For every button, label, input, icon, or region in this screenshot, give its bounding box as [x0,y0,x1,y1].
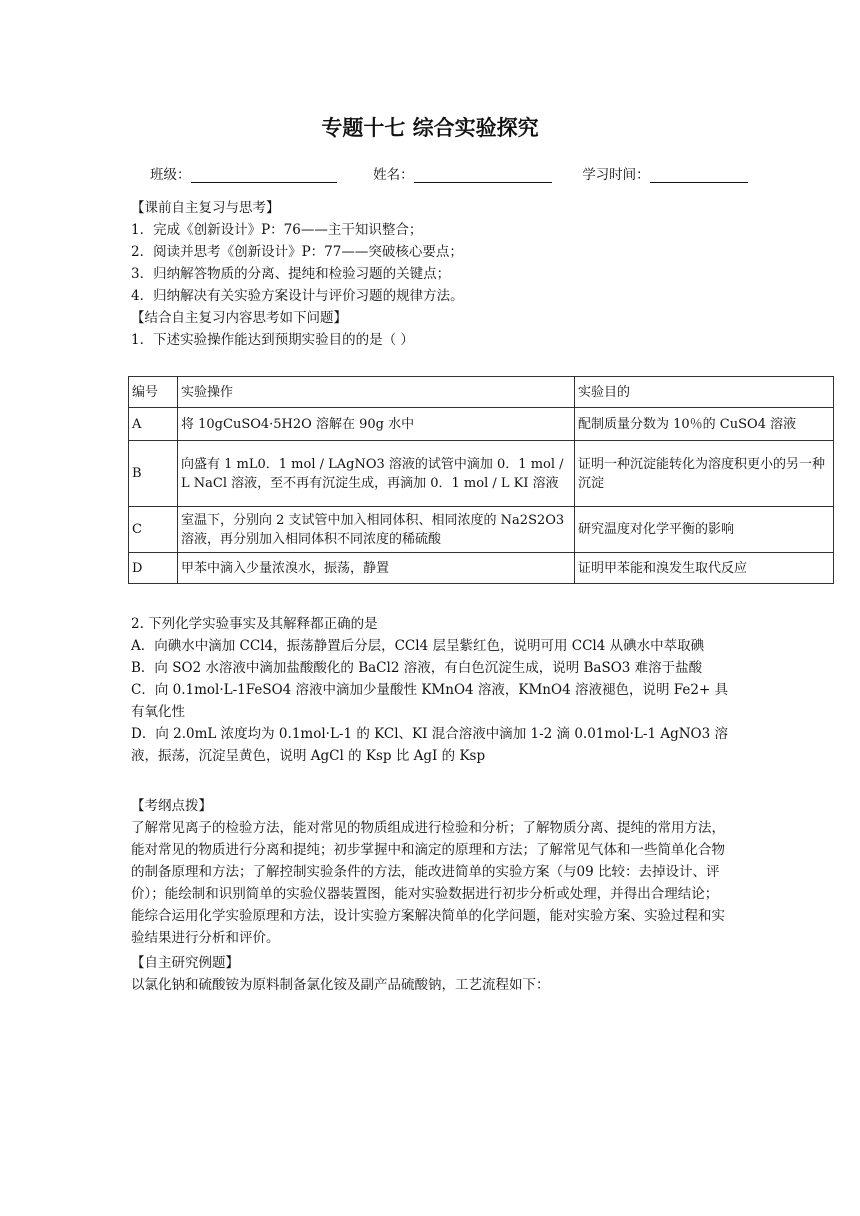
header-cell: 实验目的 [575,377,834,408]
header-cell: 实验操作 [178,377,575,408]
row-id: B [129,441,178,507]
row-id: A [129,408,178,441]
section-heading: 【结合自主复习内容思考如下问题】 [131,310,347,326]
syllabus-text: 了解常见离子的检验方法，能对常见的物质组成进行检验和分析；了解物质分离、提纯的常用方法，能对常见的物质进行分离和提纯；初步掌握中和滴定的原理和方法；了解常见气体和一些简单化合物的制备原理和方法；了解控制实验条件的方法，能改进简单的实验方案（与09 比较：去掉设计、评价）；能绘制和识别简单的实验仪器装置图，能对实验数据进行初步分析或处理，并得出合理结论；能综合运用化学实验原理和方法，设计实验方案解决简单的化学问题，能对实验方案、实验过程和实验结果进行分析和评价。 [131,820,725,946]
option-b: B．向 SO2 水溶液中滴加盐酸酸化的 BaCl2 溶液，有白色沉淀生成，说明 BaSO3 难溶于盐酸 [131,660,703,676]
table-row [129,553,834,584]
table-row [129,408,834,441]
table-row [129,377,834,408]
row-goal: 研究温度对化学平衡的影响 [575,507,834,553]
option-a: A．向碘水中滴加 CCl4，振荡静置后分层，CCl4 层呈紫红色，说明可用 CCl4 从碘水中萃取碘 [131,638,705,654]
class-label: 班级： [150,167,191,183]
row-operation: 将 10gCuSO4·5H2O 溶解在 90g 水中 [178,408,575,441]
student-info-row [150,163,750,183]
experiment-table [128,376,834,584]
list-item: 2．阅读并思考《创新设计》P：77——突破核心要点； [131,244,463,260]
row-operation: 室温下，分别向 2 支试管中加入相同体积、相同浓度的 Na2S2O3 溶液，再分别加入相同体积不同浓度的稀硫酸 [178,507,575,553]
section-heading: 【自主研究例题】 [131,955,239,971]
row-operation: 甲苯中滴入少量浓溴水，振荡，静置 [178,553,575,584]
time-label: 学习时间： [582,167,650,183]
example-text: 以氯化钠和硫酸铵为原料制备氯化铵及副产品硫酸钠，工艺流程如下： [131,977,550,993]
option-d: D．向 2.0mL 浓度均为 0.1mol·L-1 的 KCl、KI 混合溶液中滴加 1-2 滴 0.01mol·L-1 AgNO3 溶液，振荡，沉淀呈黄色，说明 AgCl 的 Ksp 比 AgI 的 Ksp [131,726,728,764]
list-item: 3．归纳解答物质的分离、提纯和检验习题的关键点； [131,266,451,282]
question-1: 1．下述实验操作能达到预期实验目的的是（ ） [131,332,414,348]
question-stem: 2. 下列化学实验事实及其解释都正确的是 [131,616,378,632]
row-goal: 配制质量分数为 10％的 CuSO4 溶液 [575,408,834,441]
row-goal: 证明甲苯能和溴发生取代反应 [575,553,834,584]
time-blank[interactable] [650,168,748,183]
section-heading: 【考纲点拨】 [131,798,212,814]
header-cell: 编号 [129,377,178,408]
class-blank[interactable] [191,168,337,183]
list-item: 4．归纳解决有关实验方案设计与评价习题的规律方法。 [131,288,464,304]
name-label: 姓名： [373,167,414,183]
row-goal: 证明一种沉淀能转化为溶度积更小的另一种沉淀 [575,441,834,507]
example-section [131,952,731,996]
list-item: 1．完成《创新设计》P：76——主干知识整合； [131,222,423,238]
name-blank[interactable] [414,168,552,183]
row-operation: 向盛有 1 mL0．1 mol / LAgNO3 溶液的试管中滴加 0．1 mol / L NaCl 溶液，至不再有沉淀生成，再滴加 0．1 mol / L KI 溶液 [178,441,575,507]
table-row [129,441,834,507]
option-c: C．向 0.1mol·L-1FeSO4 溶液中滴加少量酸性 KMnO4 溶液，KMnO4 溶液褪色，说明 Fe2+ 具有氧化性 [131,682,729,720]
table-row [129,507,834,553]
page-title: 专题十七 综合实验探究 [321,116,539,140]
syllabus-section [131,795,731,949]
question-2 [131,613,731,767]
row-id: D [129,553,178,584]
row-id: C [129,507,178,553]
section-heading: 【课前自主复习与思考】 [131,200,280,216]
pre-class-section [131,197,731,351]
